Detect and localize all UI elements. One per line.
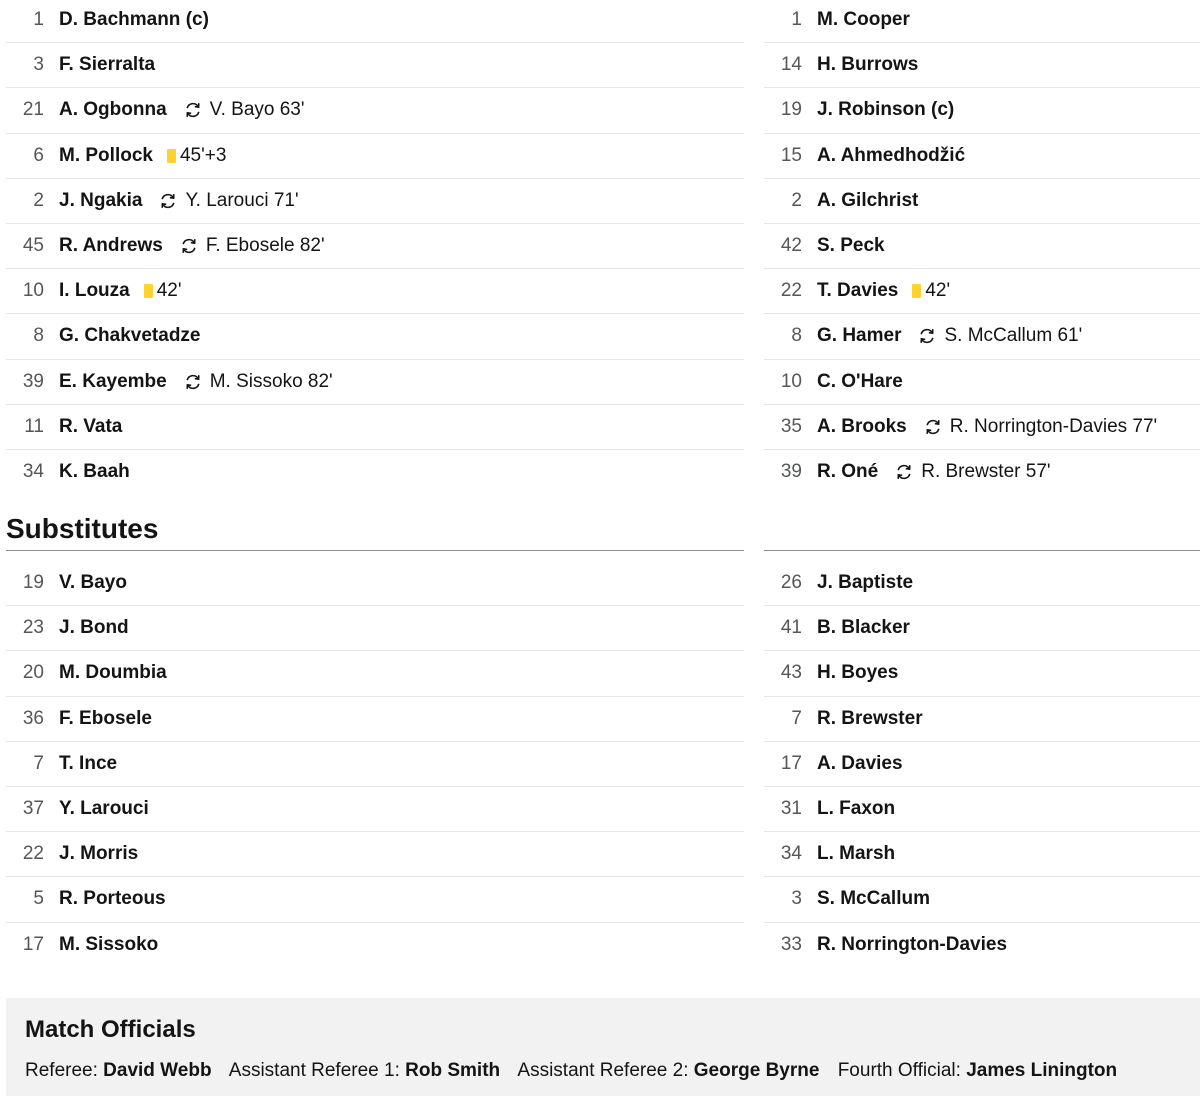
player-name: F. Ebosele <box>59 707 152 729</box>
player-number: 26 <box>780 572 802 594</box>
booking <box>912 280 950 302</box>
substitution-icon <box>183 372 203 392</box>
player-number: 6 <box>33 144 44 166</box>
player-number: 5 <box>33 888 44 910</box>
yellow-card-icon <box>167 149 176 163</box>
player-name: R. Oné <box>817 461 879 483</box>
official-assistant-referee-1 <box>229 1060 500 1081</box>
player-number: 1 <box>791 9 802 31</box>
player-row <box>6 360 744 405</box>
player-number: 8 <box>33 325 44 347</box>
official-fourth-official <box>838 1060 1117 1081</box>
player-name: C. O'Hare <box>817 370 903 392</box>
substitution-icon <box>158 191 178 211</box>
substitution-icon <box>923 417 943 437</box>
player-number: 3 <box>33 54 44 76</box>
official-referee <box>25 1060 212 1081</box>
player-row <box>6 269 744 314</box>
player-row <box>6 43 744 88</box>
player-name: K. Baah <box>59 461 130 483</box>
player-number: 2 <box>791 189 802 211</box>
player-number: 34 <box>780 843 802 865</box>
event-text: F. Ebosele 82' <box>205 235 325 257</box>
event-text: R. Norrington-Davies 77' <box>949 415 1158 437</box>
player-row <box>764 43 1200 88</box>
player-row <box>764 88 1200 133</box>
substitutes-divider-home <box>6 550 744 551</box>
player-name: A. Gilchrist <box>817 189 919 211</box>
player-number: 22 <box>22 843 44 865</box>
substitutes-divider-away <box>764 550 1200 551</box>
official-role: Fourth Official: <box>837 1060 961 1081</box>
player-name: E. Kayembe <box>59 370 167 392</box>
substitution-icon <box>917 326 937 346</box>
player-row <box>764 787 1200 832</box>
player-row <box>6 606 744 651</box>
yellow-card-icon <box>912 284 921 298</box>
event-text: R. Brewster 57' <box>921 461 1051 483</box>
player-number: 17 <box>22 934 44 956</box>
away-starting-lineup <box>764 0 1200 495</box>
player-row <box>6 405 744 450</box>
player-number: 2 <box>33 189 44 211</box>
match-officials-panel <box>6 998 1200 1096</box>
player-row <box>6 697 744 742</box>
player-row <box>764 134 1200 179</box>
player-row <box>764 179 1200 224</box>
player-name: A. Ahmedhodžić <box>817 144 966 166</box>
event-text: M. Sissoko 82' <box>209 370 333 392</box>
player-row <box>6 877 744 922</box>
player-number: 15 <box>780 144 802 166</box>
player-number: 33 <box>780 934 802 956</box>
player-row <box>764 923 1200 968</box>
player-row <box>764 0 1200 43</box>
player-name: R. Porteous <box>59 888 166 910</box>
official-name: James Linington <box>966 1060 1118 1081</box>
player-number: 36 <box>22 707 44 729</box>
away-substitutes-list <box>764 561 1200 968</box>
player-row <box>6 0 744 43</box>
player-row <box>6 88 744 133</box>
player-number: 22 <box>780 280 802 302</box>
player-number: 43 <box>780 662 802 684</box>
player-name: T. Davies <box>817 280 899 302</box>
player-row <box>6 742 744 787</box>
player-name: J. Ngakia <box>59 189 143 211</box>
official-name: Rob Smith <box>405 1060 501 1081</box>
player-number: 3 <box>791 888 802 910</box>
event-text: Y. Larouci 71' <box>185 189 299 211</box>
substitution-icon <box>183 100 203 120</box>
player-number: 7 <box>791 707 802 729</box>
player-name: R. Vata <box>59 415 123 437</box>
player-row <box>764 269 1200 314</box>
match-officials-title: Match Officials <box>25 1016 196 1043</box>
player-number: 17 <box>780 752 802 774</box>
player-row <box>764 561 1200 606</box>
player-number: 20 <box>22 662 44 684</box>
substitutes-heading: Substitutes <box>6 513 159 544</box>
player-row <box>764 742 1200 787</box>
player-number: 35 <box>780 415 802 437</box>
yellow-card-icon <box>144 284 153 298</box>
player-row <box>764 450 1200 495</box>
player-row <box>6 224 744 269</box>
player-number: 8 <box>791 325 802 347</box>
player-name: S. Peck <box>817 235 885 257</box>
player-row <box>6 450 744 495</box>
player-name: R. Norrington-Davies <box>817 934 1008 956</box>
player-row <box>6 787 744 832</box>
player-name: D. Bachmann (c) <box>59 9 209 31</box>
player-number: 23 <box>22 617 44 639</box>
player-number: 45 <box>22 235 44 257</box>
player-number: 10 <box>780 370 802 392</box>
official-role: Assistant Referee 2: <box>517 1060 689 1081</box>
official-assistant-referee-2 <box>517 1060 819 1081</box>
player-number: 31 <box>780 798 802 820</box>
official-role: Assistant Referee 1: <box>228 1060 400 1081</box>
player-name: F. Sierralta <box>59 54 156 76</box>
player-name: L. Faxon <box>817 798 896 820</box>
home-starting-lineup <box>6 0 744 495</box>
substitution <box>183 99 305 121</box>
official-role: Referee: <box>25 1060 98 1081</box>
player-name: T. Ince <box>59 752 118 774</box>
player-row <box>764 606 1200 651</box>
official-name: George Byrne <box>693 1060 820 1081</box>
player-number: 42 <box>780 235 802 257</box>
match-officials-list <box>25 1060 1181 1082</box>
booking <box>144 280 182 302</box>
player-number: 34 <box>22 461 44 483</box>
player-name: G. Hamer <box>817 325 902 347</box>
player-name: V. Bayo <box>59 572 127 594</box>
player-name: L. Marsh <box>817 843 896 865</box>
player-number: 19 <box>22 572 44 594</box>
player-row <box>764 224 1200 269</box>
player-row <box>6 561 744 606</box>
player-name: M. Pollock <box>59 144 153 166</box>
player-number: 41 <box>780 617 802 639</box>
player-number: 39 <box>780 461 802 483</box>
event-text: S. McCallum 61' <box>944 325 1083 347</box>
player-row <box>6 134 744 179</box>
player-number: 11 <box>24 415 44 437</box>
player-name: I. Louza <box>59 280 130 302</box>
player-name: R. Andrews <box>59 235 163 257</box>
player-name: J. Morris <box>59 843 139 865</box>
substitution-icon <box>894 462 914 482</box>
player-row <box>6 923 744 968</box>
substitution <box>917 325 1082 347</box>
event-text: 42' <box>925 280 951 302</box>
player-name: A. Davies <box>817 752 903 774</box>
substitution <box>179 235 325 257</box>
player-name: S. McCallum <box>817 888 930 910</box>
player-number: 1 <box>33 9 44 31</box>
event-text: V. Bayo 63' <box>209 99 305 121</box>
player-name: Y. Larouci <box>59 798 149 820</box>
official-name: David Webb <box>103 1060 212 1081</box>
player-row <box>764 314 1200 359</box>
player-name: H. Boyes <box>817 662 899 684</box>
player-name: M. Cooper <box>817 9 910 31</box>
event-text: 42' <box>156 280 182 302</box>
player-name: A. Ogbonna <box>59 99 167 121</box>
player-row <box>6 314 744 359</box>
player-row <box>764 651 1200 696</box>
substitution-icon <box>179 236 199 256</box>
player-number: 21 <box>22 99 44 121</box>
player-row <box>6 179 744 224</box>
player-name: B. Blacker <box>817 617 910 639</box>
player-row <box>764 877 1200 922</box>
substitution <box>183 371 333 393</box>
player-row <box>764 832 1200 877</box>
player-name: M. Doumbia <box>59 662 167 684</box>
player-name: R. Brewster <box>817 707 923 729</box>
player-number: 14 <box>780 54 802 76</box>
player-row <box>764 405 1200 450</box>
player-row <box>6 832 744 877</box>
substitution <box>894 461 1050 483</box>
player-number: 39 <box>22 370 44 392</box>
player-number: 7 <box>33 752 44 774</box>
player-name: H. Burrows <box>817 54 919 76</box>
substitution <box>158 190 298 212</box>
player-name: J. Robinson (c) <box>817 99 955 121</box>
event-text: 45'+3 <box>179 144 227 166</box>
player-name: J. Bond <box>59 617 129 639</box>
player-number: 19 <box>780 99 802 121</box>
player-row <box>764 697 1200 742</box>
player-number: 10 <box>22 280 44 302</box>
player-name: A. Brooks <box>817 415 907 437</box>
player-name: J. Baptiste <box>817 572 914 594</box>
player-name: G. Chakvetadze <box>59 325 201 347</box>
home-substitutes-list <box>6 561 744 968</box>
substitution <box>923 416 1157 438</box>
booking <box>167 145 226 167</box>
player-name: M. Sissoko <box>59 934 159 956</box>
player-number: 37 <box>22 798 44 820</box>
player-row <box>6 651 744 696</box>
player-row <box>764 360 1200 405</box>
